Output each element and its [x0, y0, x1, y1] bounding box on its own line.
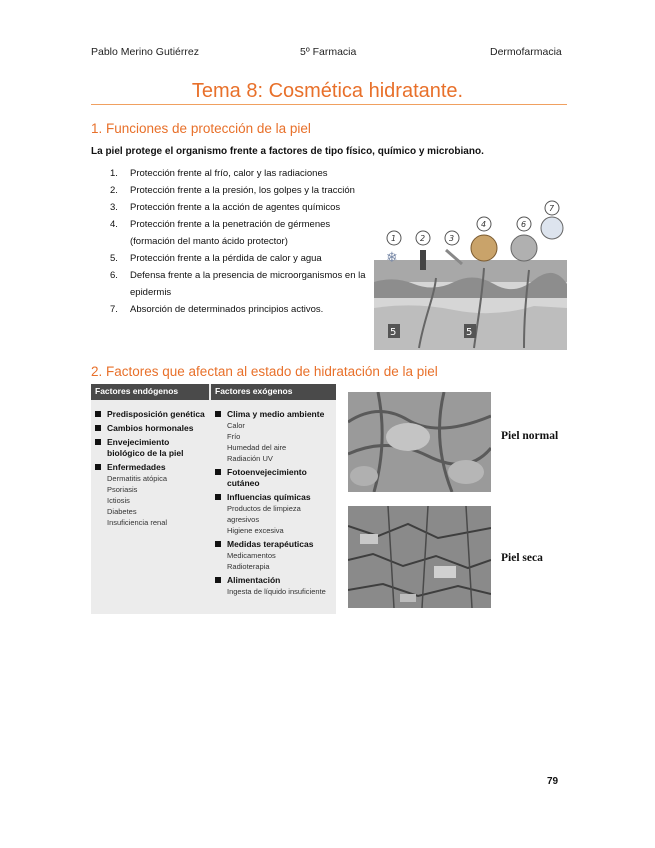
bullet-square-icon — [215, 541, 221, 547]
section1-heading: 1. Funciones de protección de la piel — [91, 121, 311, 136]
protection-function-item — [110, 165, 375, 182]
page-title: Tema 8: Cosmética hidratante. — [191, 80, 464, 102]
bullet-square-icon — [215, 494, 221, 500]
factor-subitem: Productos de limpieza agresivos — [227, 504, 301, 524]
figure-label: 6 — [521, 220, 527, 229]
endogenous-column — [95, 406, 207, 528]
dry-skin-caption: Piel seca — [501, 552, 543, 564]
protection-function-item — [110, 267, 375, 301]
normal-skin-caption: Piel normal — [501, 430, 559, 442]
page-number: 79 — [547, 776, 559, 787]
factor-label: Enfermedades — [107, 462, 166, 472]
item-number: 1. — [110, 168, 118, 179]
item-text: Protección frente a la presión, los golpes y la tracción — [130, 185, 355, 196]
exogenous-factor — [215, 409, 333, 420]
snowflake-icon: ❄ — [386, 250, 398, 266]
factor-subitem: Radiación UV — [227, 454, 273, 463]
item-number: 2. — [110, 185, 118, 196]
figure-label: 3 — [449, 234, 455, 243]
figure-label: 5 — [466, 327, 473, 338]
item-text: Absorción de determinados principios activos. — [130, 304, 324, 315]
factor-subitem: Ictiosis — [107, 496, 130, 505]
protection-function-item — [110, 199, 375, 216]
bullet-square-icon — [95, 439, 101, 445]
item-number: 4. — [110, 219, 118, 230]
protection-function-item — [110, 216, 375, 250]
factor-subitem: Humedad del aire — [227, 443, 287, 452]
figure-label: 1 — [391, 234, 397, 243]
factor-label: Envejecimiento biológico de la piel — [107, 437, 184, 458]
absorption-icon — [541, 217, 563, 239]
factor-subitem: Diabetes — [107, 507, 137, 516]
section2-heading: 2. Factores que afectan al estado de hidratación de la piel — [91, 364, 438, 379]
endogenous-factor — [95, 409, 207, 420]
factor-subitem: Dermatitis atópica — [107, 474, 168, 483]
factor-subitem: Frío — [227, 432, 241, 441]
item-number: 5. — [110, 253, 118, 264]
item-text: Protección frente al frío, calor y las radiaciones — [130, 168, 328, 179]
microorganism-icon — [511, 235, 537, 261]
item-number: 3. — [110, 202, 118, 213]
bullet-square-icon — [95, 411, 101, 417]
germ-icon — [471, 235, 497, 261]
factor-label: Predisposición genética — [107, 409, 205, 419]
endogenous-header: Factores endógenos — [95, 386, 179, 396]
exogenous-factor — [215, 492, 333, 503]
header-course: 5º Farmacia — [300, 46, 357, 58]
protection-functions-list — [110, 165, 375, 318]
section1-lead: La piel protege el organismo frente a factores de tipo físico, químico y microbiano. — [91, 146, 484, 157]
factor-subitem: Calor — [227, 421, 245, 430]
exogenous-factor — [215, 467, 333, 489]
bullet-square-icon — [215, 469, 221, 475]
header-subject: Dermofarmacia — [490, 46, 562, 58]
endogenous-factor — [95, 423, 207, 434]
protection-function-item — [110, 250, 375, 267]
title-divider — [91, 104, 567, 105]
bullet-square-icon — [95, 425, 101, 431]
exogenous-factor — [215, 539, 333, 550]
bullet-square-icon — [95, 464, 101, 470]
skin-protection-figure — [374, 198, 567, 350]
figure-label: 7 — [549, 204, 555, 213]
exogenous-column — [215, 406, 333, 597]
factor-subitem: Insuficiencia renal — [107, 518, 168, 527]
factor-label: Alimentación — [227, 575, 281, 585]
factor-label: Cambios hormonales — [107, 423, 194, 433]
protection-function-item — [110, 301, 375, 318]
factor-label: Influencias químicas — [227, 492, 311, 502]
bullet-square-icon — [215, 577, 221, 583]
header-author: Pablo Merino Gutiérrez — [91, 46, 199, 58]
normal-skin-photo — [348, 392, 491, 492]
item-text: Protección frente a la acción de agentes químicos — [130, 202, 341, 213]
factor-subitem: Ingesta de líquido insuficiente — [227, 587, 326, 596]
factor-label: Fotoenvejecimiento cutáneo — [227, 467, 307, 488]
figure-label: 4 — [481, 220, 487, 229]
factor-label: Medidas terapéuticas — [227, 539, 314, 549]
item-number: 7. — [110, 304, 118, 315]
item-text: Defensa frente a la presencia de microorganismos en la epidermis — [130, 270, 366, 298]
item-number: 6. — [110, 270, 118, 281]
dry-skin-photo — [348, 506, 491, 608]
item-text: Protección frente a la pérdida de calor y agua — [130, 253, 322, 264]
figure-label: 5 — [390, 327, 397, 338]
exogenous-factor — [215, 575, 333, 586]
factor-subitem: Radioterapia — [227, 562, 270, 571]
hydration-factors-table — [91, 384, 336, 614]
factor-subitem: Medicamentos — [227, 551, 276, 560]
exogenous-header: Factores exógenos — [215, 386, 293, 396]
factor-subitem: Higiene excesiva — [227, 526, 284, 535]
protection-function-item — [110, 182, 375, 199]
figure-label: 2 — [420, 234, 426, 243]
pressure-icon — [420, 250, 426, 270]
item-text: Protección frente a la penetración de gérmenes (formación del manto ácido protector) — [130, 219, 331, 247]
endogenous-factor — [95, 462, 207, 473]
factor-label: Clima y medio ambiente — [227, 409, 325, 419]
endogenous-factor — [95, 437, 207, 459]
bullet-square-icon — [215, 411, 221, 417]
factor-subitem: Psoriasis — [107, 485, 138, 494]
